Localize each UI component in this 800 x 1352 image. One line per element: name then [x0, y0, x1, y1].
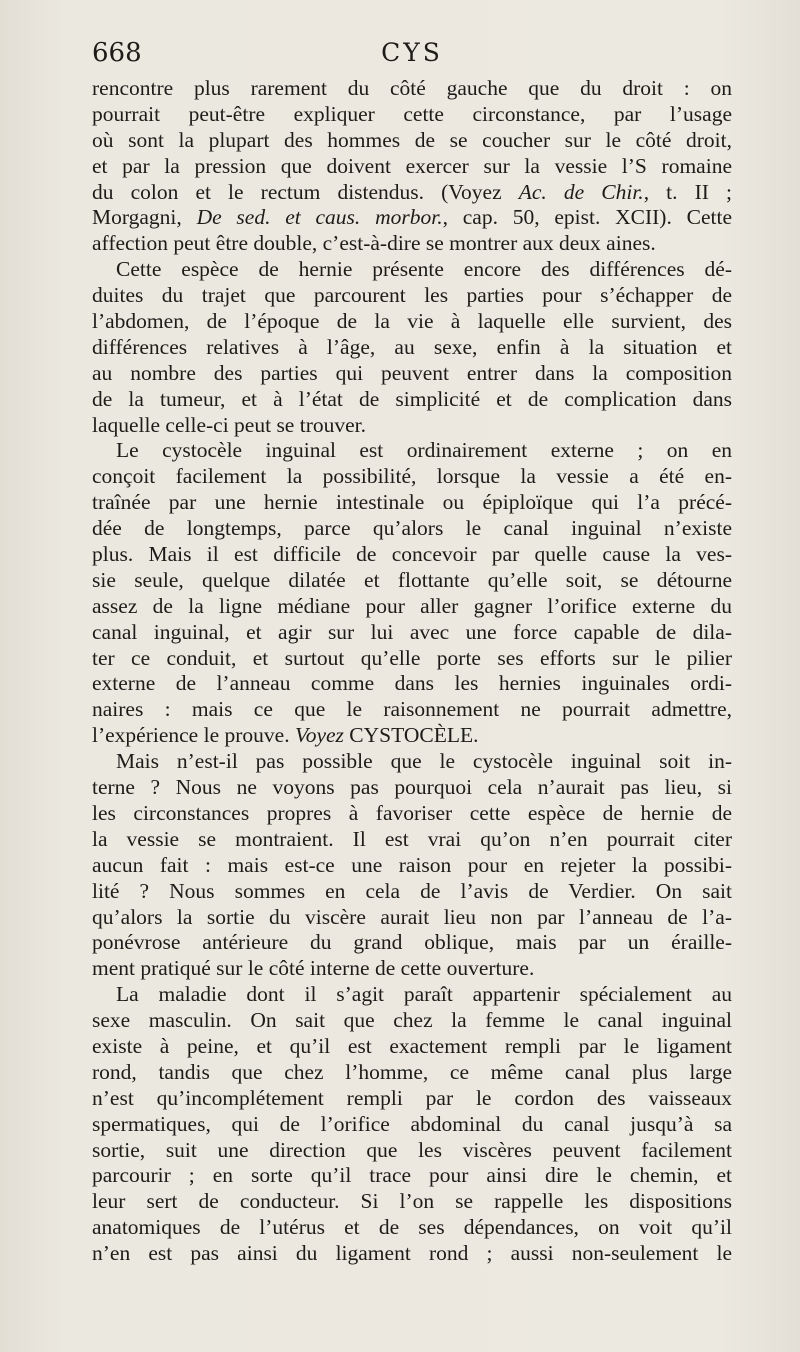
- text-span: externe de l’anneau comme dans les hernies inguinales ordi-: [92, 671, 732, 696]
- text-span: affection peut être double, c’est-à-dire se montrer aux deux aines.: [92, 231, 656, 256]
- text-span: terne ? Nous ne voyons pas pourquoi cela n’aurait pas lieu, si: [92, 775, 732, 800]
- text-span: Mais n’est-il pas possible que le cystocèle inguinal soit in-: [116, 749, 732, 774]
- text-span: ponévrose antérieure du grand oblique, mais par un éraille-: [92, 930, 732, 955]
- text-line: [92, 1086, 732, 1112]
- text-line: [92, 516, 732, 542]
- text-span: leur sert de conducteur. Si l’on se rappelle les dispositions: [92, 1189, 732, 1214]
- text-line: [92, 853, 732, 879]
- text-span: , cap. 50, epist. XCII). Cette: [442, 205, 732, 230]
- text-line: [92, 1215, 732, 1241]
- text-line: [92, 905, 732, 931]
- text-span: anatomiques de l’utérus et de ses dépendances, on voit qu’il: [92, 1215, 732, 1240]
- text-line: [92, 257, 732, 283]
- text-line: [92, 1138, 732, 1164]
- text-span: sie seule, quelque dilatée et flottante qu’elle soit, se détourne: [92, 567, 732, 592]
- text-span: parcourir ; en sorte qu’il trace pour ainsi dire le chemin, et: [92, 1163, 732, 1188]
- text-span: spermatiques, qui de l’orifice abdominal du canal jusqu’à sa: [92, 1111, 732, 1136]
- italic-span: Ac. de Chir.: [518, 179, 644, 204]
- running-head: CYS: [381, 38, 443, 67]
- text-span: aucun fait : mais est-ce une raison pour en rejeter la possibi-: [92, 852, 732, 877]
- italic-span: De sed. et caus. morbor.: [196, 205, 443, 230]
- text-span: rond, tandis que chez l’homme, ce même canal plus large: [92, 1059, 732, 1084]
- text-line: [92, 671, 732, 697]
- text-span: Cette espèce de hernie présente encore des différences dé-: [116, 257, 732, 282]
- text-span: Le cystocèle inguinal est ordinairement externe ; on en: [116, 438, 732, 463]
- text-span: au nombre des parties qui peuvent entrer dans la composition: [92, 360, 732, 385]
- text-line: [92, 413, 732, 439]
- text-span: l’expérience le prouve.: [92, 723, 295, 748]
- text-line: [92, 309, 732, 335]
- text-line: [92, 801, 732, 827]
- text-line: [92, 749, 732, 775]
- text-line: [92, 490, 732, 516]
- text-line: [92, 568, 732, 594]
- text-line: [92, 128, 732, 154]
- text-span: de la tumeur, et à l’état de simplicité et de complication dans: [92, 386, 732, 411]
- text-line: [92, 154, 732, 180]
- text-span: duites du trajet que parcourent les parties pour s’échapper de: [92, 283, 732, 308]
- page-header: [92, 38, 732, 72]
- text-line: [92, 723, 732, 749]
- text-span: différences relatives à l’âge, au sexe, enfin à la situation et: [92, 334, 732, 359]
- text-line: [92, 930, 732, 956]
- text-span: assez de la ligne médiane pour aller gagner l’orifice externe du: [92, 593, 732, 618]
- text-span: canal inguinal, et agir sur lui avec une force capable de dila-: [92, 619, 732, 644]
- text-line: [92, 1163, 732, 1189]
- text-line: [92, 1060, 732, 1086]
- text-span: la vessie se montraient. Il est vrai qu’on n’en pourrait citer: [92, 826, 732, 851]
- text-line: [92, 102, 732, 128]
- text-span: , t. II ;: [643, 179, 732, 204]
- text-span: et par la pression que doivent exercer sur la vessie l’S romaine: [92, 153, 732, 178]
- text-line: [92, 438, 732, 464]
- italic-span: Voyez: [294, 723, 344, 748]
- page-number: 668: [92, 38, 142, 68]
- text-span: naires : mais ce que le raisonnement ne pourrait admettre,: [92, 697, 732, 722]
- text-span: dée de longtemps, parce qu’alors le canal inguinal n’existe: [92, 516, 732, 541]
- text-line: [92, 361, 732, 387]
- text-span: CYSTOCÈLE.: [343, 723, 479, 748]
- text-line: [92, 205, 732, 231]
- text-line: [92, 464, 732, 490]
- text-span: ter ce conduit, et surtout qu’elle porte ses efforts sur le pilier: [92, 645, 732, 670]
- text-line: [92, 1189, 732, 1215]
- text-line: [92, 335, 732, 361]
- text-line: [92, 775, 732, 801]
- body-text: [92, 76, 732, 1267]
- text-line: [92, 982, 732, 1008]
- text-span: l’abdomen, de l’époque de la vie à laquelle elle survient, des: [92, 309, 732, 334]
- text-line: [92, 283, 732, 309]
- text-span: laquelle celle-ci peut se trouver.: [92, 412, 366, 437]
- text-line: [92, 1008, 732, 1034]
- text-span: sortie, suit une direction que les viscères peuvent facilement: [92, 1137, 732, 1162]
- text-span: les circonstances propres à favoriser cette espèce de hernie de: [92, 800, 732, 825]
- text-span: sexe masculin. On sait que chez la femme le canal inguinal: [92, 1008, 732, 1033]
- text-line: [92, 594, 732, 620]
- text-span: ment pratiqué sur le côté interne de cette ouverture.: [92, 956, 535, 981]
- text-span: La maladie dont il s’agit paraît appartenir spécialement au: [116, 982, 732, 1007]
- text-span: du colon et le rectum distendus. (Voyez: [92, 179, 519, 204]
- text-line: [92, 387, 732, 413]
- text-line: [92, 231, 732, 257]
- text-span: traînée par une hernie intestinale ou épiploïque qui l’a précé-: [92, 490, 732, 515]
- text-line: [92, 879, 732, 905]
- text-line: [92, 827, 732, 853]
- text-span: conçoit facilement la possibilité, lorsque la vessie a été en-: [92, 464, 732, 489]
- text-line: [92, 76, 732, 102]
- text-span: plus. Mais il est difficile de concevoir par quelle cause la ves-: [92, 542, 732, 567]
- text-span: Morgagni,: [92, 205, 197, 230]
- text-span: rencontre plus rarement du côté gauche que du droit : on: [92, 76, 732, 100]
- text-line: [92, 697, 732, 723]
- text-line: [92, 1112, 732, 1138]
- text-span: où sont la plupart des hommes de se coucher sur le côté droit,: [92, 127, 732, 152]
- text-span: pourrait peut-être expliquer cette circonstance, par l’usage: [92, 101, 732, 126]
- text-line: [92, 620, 732, 646]
- text-line: [92, 1034, 732, 1060]
- text-line: [92, 542, 732, 568]
- text-span: existe à peine, et qu’il est exactement rempli par le ligament: [92, 1033, 732, 1058]
- text-span: qu’alors la sortie du viscère aurait lieu non par l’anneau de l’a-: [92, 904, 732, 929]
- text-line: [92, 180, 732, 206]
- text-span: n’est qu’incomplétement rempli par le cordon des vaisseaux: [92, 1085, 732, 1110]
- text-line: [92, 956, 732, 982]
- text-line: [92, 1241, 732, 1267]
- text-span: n’en est pas ainsi du ligament rond ; aussi non-seulement le: [92, 1241, 732, 1266]
- text-line: [92, 646, 732, 672]
- text-span: lité ? Nous sommes en cela de l’avis de Verdier. On sait: [92, 878, 732, 903]
